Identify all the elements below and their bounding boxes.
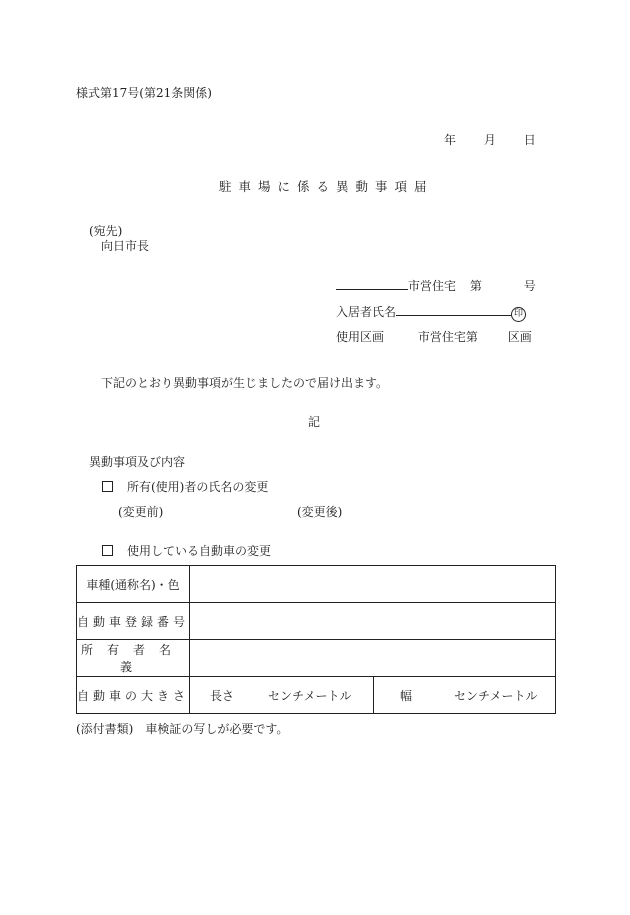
checkbox-car-change[interactable] xyxy=(102,545,113,556)
resident-name-blank xyxy=(396,303,511,316)
form-number: 様式第17号(第21条関係) xyxy=(76,86,212,100)
parking-area-line xyxy=(336,328,532,345)
table-row xyxy=(77,566,556,603)
addressee-label: (宛先) xyxy=(89,224,123,238)
housing-line xyxy=(336,277,536,294)
addressee-name: 向日市長 xyxy=(101,239,150,253)
vehicle-table xyxy=(76,565,556,714)
date-year: 年 xyxy=(444,133,457,147)
ki-heading: 記 xyxy=(308,415,321,429)
length-cell[interactable] xyxy=(190,677,374,713)
housing-suffix: 市営住宅 xyxy=(408,279,457,293)
resident-name-line xyxy=(336,303,526,322)
table-row xyxy=(77,640,556,677)
seal-mark: 印 xyxy=(511,307,526,322)
car-type-field[interactable] xyxy=(190,566,556,603)
number-prefix: 第 xyxy=(469,279,482,293)
item2-label: 使用している自動車の変更 xyxy=(127,544,272,558)
after-label: (変更後) xyxy=(297,505,343,519)
parking-housing: 市営住宅第 xyxy=(417,330,478,344)
owner-label: 所有者名義 xyxy=(77,640,190,677)
date-month: 月 xyxy=(483,133,496,147)
attachment-note: (添付書類) 車検証の写しが必要です。 xyxy=(76,722,289,736)
width-unit: センチメートル xyxy=(454,688,538,703)
checkbox-name-change[interactable] xyxy=(102,481,113,492)
number-suffix: 号 xyxy=(523,279,536,293)
length-label: 長さ xyxy=(210,688,235,703)
table-row xyxy=(77,603,556,640)
width-cell[interactable] xyxy=(374,677,555,713)
item2-row xyxy=(102,542,271,559)
width-label: 幅 xyxy=(400,688,413,703)
registration-field[interactable] xyxy=(190,603,556,640)
resident-name-label: 入居者氏名 xyxy=(336,305,397,319)
date-line xyxy=(444,131,536,148)
parking-area-suffix: 区画 xyxy=(507,330,532,344)
statement: 下記のとおり異動事項が生じましたので届け出ます。 xyxy=(101,376,389,390)
section-title: 異動事項及び内容 xyxy=(89,455,186,469)
table-row xyxy=(77,677,556,714)
owner-field[interactable] xyxy=(190,640,556,677)
car-type-label: 車種(通称名)・色 xyxy=(77,566,190,603)
date-day: 日 xyxy=(523,133,536,147)
document-title: 駐車場に係る異動事項届 xyxy=(219,179,434,194)
registration-label: 自動車登録番号 xyxy=(77,603,190,640)
parking-area-label: 使用区画 xyxy=(336,330,385,344)
length-unit: センチメートル xyxy=(268,688,352,703)
before-label: (変更前) xyxy=(118,505,164,519)
size-field xyxy=(190,677,556,714)
housing-name-blank xyxy=(336,277,408,290)
size-label: 自動車の大きさ xyxy=(77,677,190,714)
item1-row xyxy=(102,478,268,495)
item1-label: 所有(使用)者の氏名の変更 xyxy=(127,480,269,494)
